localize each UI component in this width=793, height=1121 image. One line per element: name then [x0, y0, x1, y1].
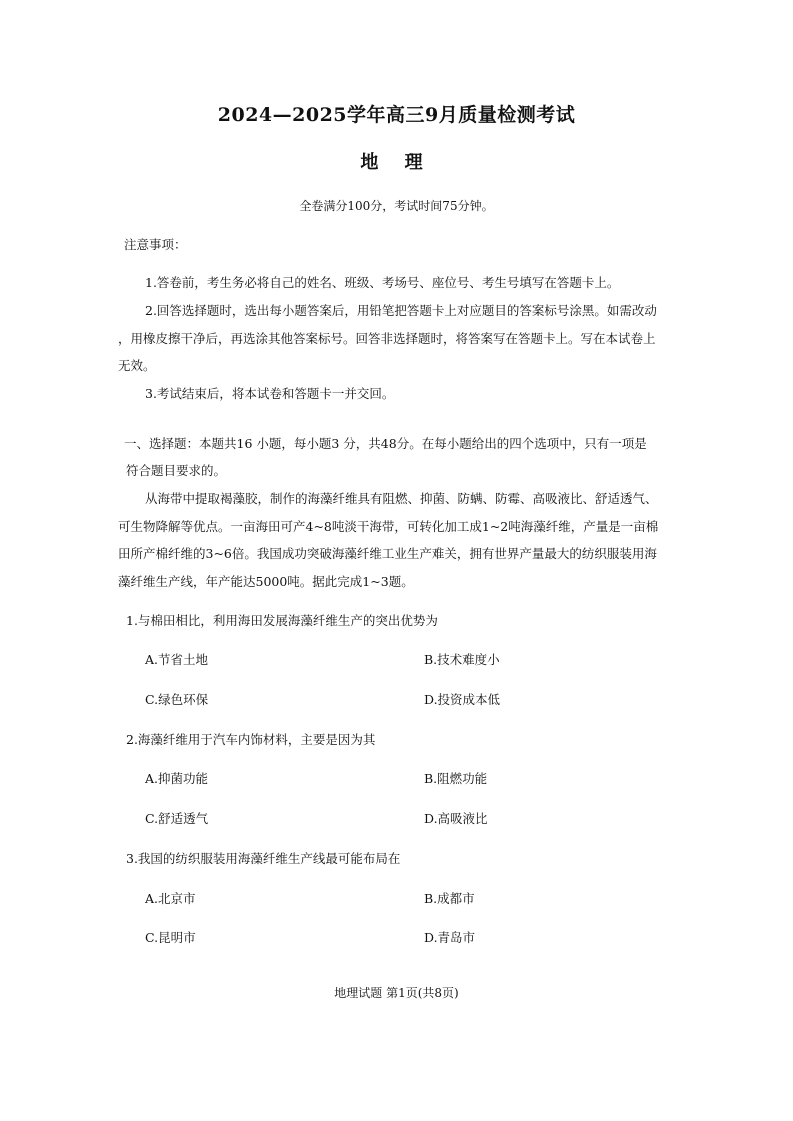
notice-item-2-line-1: 2.回答选择题时，选出每小题答案后，用铅笔把答题卡上对应题目的答案标号涂黑。如需改动: [145, 303, 657, 318]
question-3-option-c: C.昆明市: [145, 930, 196, 945]
notice-item-2-line-3: 无效。: [118, 358, 156, 373]
question-3-stem: 3.我国的纺织服装用海藻纤维生产线最可能布局在: [126, 851, 401, 866]
question-1-option-a: A.节省土地: [145, 652, 209, 667]
notice-item-2-line-2: ，用橡皮擦干净后，再选涂其他答案标号。回答非选择题时，将答案写在答题卡上。写在本试卷上: [118, 331, 656, 346]
question-2-option-d: D.高吸液比: [424, 811, 488, 826]
question-2-option-a: A.抑菌功能: [145, 771, 209, 786]
question-2-option-c: C.舒适透气: [145, 811, 209, 826]
material-line-1: 从海带中提取褐藻胶，制作的海藻纤维具有阻燃、抑菌、防螨、防霉、高吸液比、舒适透气、: [145, 491, 658, 506]
question-3-option-a: A.北京市: [145, 891, 196, 906]
question-1-option-c: C.绿色环保: [145, 692, 209, 707]
section-heading-line-1: 一、选择题：本题共16 小题，每小题3 分，共48分。在每小题给出的四个选项中，只有一项是: [124, 436, 647, 451]
question-2-stem: 2.海藻纤维用于汽车内饰材料，主要是因为其: [126, 732, 376, 747]
question-1-option-d: D.投资成本低: [424, 692, 501, 707]
question-1-option-b: B.技术难度小: [424, 652, 500, 667]
section-heading-line-2: 符合题目要求的。: [126, 463, 227, 478]
material-line-4: 藻纤维生产线，年产能达5000吨。据此完成1~3题。: [118, 574, 414, 589]
question-1-stem: 1.与棉田相比，利用海田发展海藻纤维生产的突出优势为: [126, 613, 438, 628]
subject-title: 地 理: [360, 152, 433, 173]
material-line-3: 田所产棉纤维的3~6倍。我国成功突破海藻纤维工业生产难关，拥有世界产量最大的纺织服装用海: [118, 546, 657, 561]
exam-info: 全卷满分100分，考试时间75分钟。: [299, 199, 494, 213]
question-3-option-b: B.成都市: [424, 891, 475, 906]
page-footer: 地理试题 第1页(共8页): [334, 986, 459, 1000]
notice-item-3: 3.考试结束后，将本试卷和答题卡一并交回。: [145, 386, 395, 401]
material-line-2: 可生物降解等优点。一亩海田可产4~8吨淡干海带，可转化加工成1~2吨海藻纤维，产量是一亩棉: [118, 519, 659, 534]
notice-item-1: 1.答卷前，考生务必将自己的姓名、班级、考场号、座位号、考生号填写在答题卡上。: [145, 275, 620, 290]
question-3-option-d: D.青岛市: [424, 930, 476, 945]
question-2-option-b: B.阻燃功能: [424, 771, 488, 786]
exam-title: 2024—2025学年高三9月质量检测考试: [217, 104, 576, 126]
notice-heading: 注意事项：: [124, 237, 187, 252]
